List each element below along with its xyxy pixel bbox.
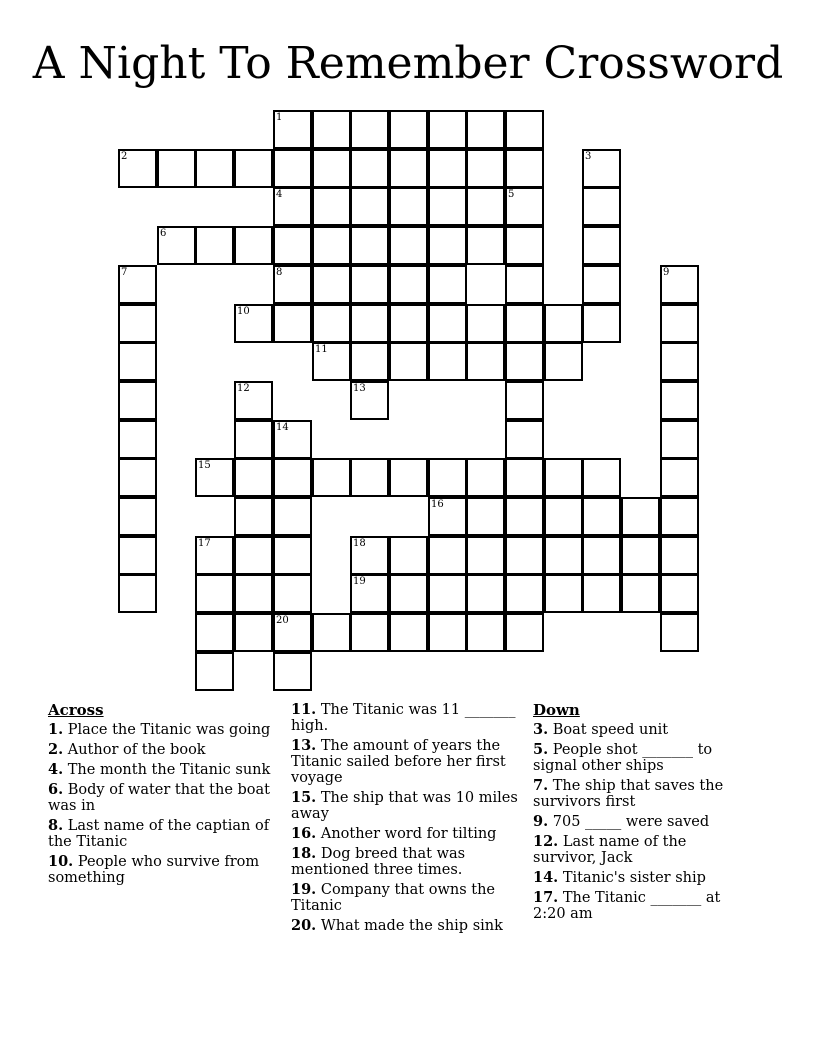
clue-item <box>533 890 748 922</box>
grid-cell[interactable] <box>195 652 234 691</box>
grid-cell[interactable] <box>350 149 389 188</box>
clue-number-label: 10. <box>48 853 74 870</box>
grid-cell[interactable] <box>195 613 234 652</box>
clue-number-label: 17. <box>533 889 559 906</box>
grid-cell[interactable] <box>505 110 544 149</box>
clue-item <box>291 790 519 822</box>
clue-number: 10 <box>237 306 250 317</box>
clue-item <box>48 854 273 886</box>
grid-cell[interactable] <box>505 226 544 265</box>
grid-cell[interactable] <box>234 226 273 265</box>
clue-number-label: 16. <box>291 825 317 842</box>
grid-cell[interactable] <box>273 613 312 652</box>
grid-cell[interactable] <box>273 187 312 226</box>
clue-item <box>48 818 273 850</box>
grid-cell[interactable] <box>544 458 583 497</box>
grid-cell[interactable] <box>505 304 544 343</box>
grid-cell[interactable] <box>118 536 157 575</box>
grid-cell[interactable] <box>466 536 505 575</box>
clue-number-label: 11. <box>291 701 317 718</box>
grid-cell[interactable] <box>350 536 389 575</box>
grid-cell[interactable] <box>157 226 196 265</box>
grid-cell[interactable] <box>582 458 621 497</box>
grid-cell[interactable] <box>234 149 273 188</box>
grid-cell[interactable] <box>389 265 428 304</box>
clue-text: The Titanic _______ at 2:20 am <box>533 890 721 922</box>
grid-cell[interactable] <box>273 497 312 536</box>
grid-cell[interactable] <box>273 420 312 459</box>
grid-cell[interactable] <box>428 574 467 613</box>
grid-cell[interactable] <box>466 304 505 343</box>
clue-number: 15 <box>198 460 211 471</box>
grid-cell[interactable] <box>118 381 157 420</box>
grid-cell[interactable] <box>505 342 544 381</box>
grid-cell[interactable] <box>389 458 428 497</box>
clue-item <box>291 826 519 842</box>
grid-cell[interactable] <box>273 265 312 304</box>
clue-text: The amount of years the Titanic sailed before her first voyage <box>291 738 506 786</box>
grid-cell[interactable] <box>505 458 544 497</box>
clue-number: 3 <box>585 151 592 162</box>
grid-cell[interactable] <box>273 574 312 613</box>
clue-item <box>48 742 273 758</box>
clue-number-label: 14. <box>533 869 559 886</box>
clue-number-label: 2. <box>48 741 64 758</box>
clue-text: 705 _____ were saved <box>552 814 710 830</box>
clue-text: The Titanic was 11 _______ high. <box>291 702 516 734</box>
clue-number: 16 <box>431 499 444 510</box>
grid-cell[interactable] <box>582 149 621 188</box>
grid-cell[interactable] <box>582 187 621 226</box>
clue-number: 19 <box>353 576 366 587</box>
grid-cell[interactable] <box>621 536 660 575</box>
grid-cell[interactable] <box>350 187 389 226</box>
clue-number-label: 9. <box>533 813 549 830</box>
grid-cell[interactable] <box>505 536 544 575</box>
grid-cell[interactable] <box>660 536 699 575</box>
grid-cell[interactable] <box>466 613 505 652</box>
grid-cell[interactable] <box>660 342 699 381</box>
clue-text: Last name of the captian of the Titanic <box>48 818 270 850</box>
grid-cell[interactable] <box>118 420 157 459</box>
grid-cell[interactable] <box>660 381 699 420</box>
grid-cell[interactable] <box>312 149 351 188</box>
grid-cell[interactable] <box>273 652 312 691</box>
clue-number: 13 <box>353 383 366 394</box>
grid-cell[interactable] <box>544 536 583 575</box>
clue-number: 5 <box>508 189 515 200</box>
grid-cell[interactable] <box>350 226 389 265</box>
grid-cell[interactable] <box>505 420 544 459</box>
grid-cell[interactable] <box>234 613 273 652</box>
clue-item <box>48 762 273 778</box>
clue-number-label: 19. <box>291 881 317 898</box>
clue-text: People shot _______ to signal other ships <box>533 742 713 774</box>
grid-cell[interactable] <box>466 458 505 497</box>
clue-item <box>533 870 748 886</box>
grid-cell[interactable] <box>389 304 428 343</box>
grid-cell[interactable] <box>544 497 583 536</box>
grid-cell[interactable] <box>312 265 351 304</box>
grid-cell[interactable] <box>389 574 428 613</box>
grid-cell[interactable] <box>466 110 505 149</box>
clue-text: Dog breed that was mentioned three times. <box>291 846 466 878</box>
grid-cell[interactable] <box>389 342 428 381</box>
clue-text: The ship that was 10 miles away <box>291 790 518 822</box>
grid-cell[interactable] <box>195 458 234 497</box>
grid-cell[interactable] <box>505 574 544 613</box>
clue-number-label: 13. <box>291 737 317 754</box>
grid-cell[interactable] <box>273 304 312 343</box>
puzzle-title: A Night To Remember Crossword <box>32 38 784 89</box>
clue-item <box>291 738 519 786</box>
grid-cell[interactable] <box>234 420 273 459</box>
clue-number-label: 18. <box>291 845 317 862</box>
grid-cell[interactable] <box>505 265 544 304</box>
grid-cell[interactable] <box>234 381 273 420</box>
grid-cell[interactable] <box>389 110 428 149</box>
grid-cell[interactable] <box>118 458 157 497</box>
grid-cell[interactable] <box>428 497 467 536</box>
grid-cell[interactable] <box>582 574 621 613</box>
clue-number: 17 <box>198 538 211 549</box>
grid-cell[interactable] <box>660 304 699 343</box>
clue-number: 2 <box>121 151 128 162</box>
grid-cell[interactable] <box>660 497 699 536</box>
grid-cell[interactable] <box>660 458 699 497</box>
grid-cell[interactable] <box>428 187 467 226</box>
grid-cell[interactable] <box>660 574 699 613</box>
across-clues-column-1 <box>48 702 273 890</box>
grid-cell[interactable] <box>273 149 312 188</box>
grid-cell[interactable] <box>118 342 157 381</box>
clue-text: Company that owns the Titanic <box>291 882 496 914</box>
clue-number-label: 3. <box>533 721 549 738</box>
grid-cell[interactable] <box>234 497 273 536</box>
down-header: Down <box>533 701 580 719</box>
grid-cell[interactable] <box>428 265 467 304</box>
grid-cell[interactable] <box>389 187 428 226</box>
grid-cell[interactable] <box>273 458 312 497</box>
grid-cell[interactable] <box>505 149 544 188</box>
grid-cell[interactable] <box>428 458 467 497</box>
clue-number-label: 1. <box>48 721 64 738</box>
grid-cell[interactable] <box>118 265 157 304</box>
grid-cell[interactable] <box>118 574 157 613</box>
clue-number: 14 <box>276 422 289 433</box>
grid-cell[interactable] <box>350 574 389 613</box>
grid-cell[interactable] <box>350 265 389 304</box>
grid-cell[interactable] <box>544 574 583 613</box>
grid-cell[interactable] <box>505 381 544 420</box>
grid-cell[interactable] <box>234 304 273 343</box>
grid-cell[interactable] <box>466 574 505 613</box>
grid-cell[interactable] <box>505 187 544 226</box>
clue-item <box>533 814 748 830</box>
grid-cell[interactable] <box>118 497 157 536</box>
grid-cell[interactable] <box>428 304 467 343</box>
grid-cell[interactable] <box>273 110 312 149</box>
clue-number: 9 <box>663 267 670 278</box>
grid-cell[interactable] <box>428 226 467 265</box>
clue-number: 11 <box>315 344 328 355</box>
clue-text: The ship that saves the survivors first <box>533 778 724 810</box>
grid-cell[interactable] <box>466 497 505 536</box>
grid-cell[interactable] <box>466 187 505 226</box>
grid-cell[interactable] <box>273 226 312 265</box>
clue-number: 12 <box>237 383 250 394</box>
grid-cell[interactable] <box>118 149 157 188</box>
grid-cell[interactable] <box>428 613 467 652</box>
grid-cell[interactable] <box>466 149 505 188</box>
clue-number-label: 15. <box>291 789 317 806</box>
grid-cell[interactable] <box>312 187 351 226</box>
grid-cell[interactable] <box>195 536 234 575</box>
across-header: Across <box>48 701 104 719</box>
clue-item <box>533 778 748 810</box>
clue-item <box>533 834 748 866</box>
grid-cell[interactable] <box>660 265 699 304</box>
grid-cell[interactable] <box>350 613 389 652</box>
clue-number-label: 4. <box>48 761 64 778</box>
grid-cell[interactable] <box>505 497 544 536</box>
clue-number: 7 <box>121 267 128 278</box>
grid-cell[interactable] <box>350 342 389 381</box>
clue-item <box>291 702 519 734</box>
clue-text: Place the Titanic was going <box>67 722 271 738</box>
clue-text: People who survive from something <box>48 854 260 886</box>
grid-cell[interactable] <box>466 342 505 381</box>
grid-cell[interactable] <box>582 226 621 265</box>
grid-cell[interactable] <box>582 497 621 536</box>
clue-number-label: 8. <box>48 817 64 834</box>
grid-cell[interactable] <box>428 110 467 149</box>
clue-item <box>291 918 519 934</box>
grid-cell[interactable] <box>312 613 351 652</box>
clue-item <box>533 722 748 738</box>
clue-number-label: 12. <box>533 833 559 850</box>
clue-item <box>48 782 273 814</box>
grid-cell[interactable] <box>544 304 583 343</box>
grid-cell[interactable] <box>234 536 273 575</box>
grid-cell[interactable] <box>544 342 583 381</box>
grid-cell[interactable] <box>312 342 351 381</box>
clue-item <box>48 722 273 738</box>
grid-cell[interactable] <box>582 265 621 304</box>
clue-text: Another word for tilting <box>320 826 497 842</box>
grid-cell[interactable] <box>312 226 351 265</box>
clue-number: 1 <box>276 112 283 123</box>
grid-cell[interactable] <box>350 381 389 420</box>
grid-cell[interactable] <box>273 536 312 575</box>
grid-cell[interactable] <box>195 226 234 265</box>
grid-cell[interactable] <box>582 536 621 575</box>
grid-cell[interactable] <box>312 458 351 497</box>
grid-cell[interactable] <box>350 458 389 497</box>
across-clues-column-2 <box>291 702 519 938</box>
clue-text: Boat speed unit <box>552 722 669 738</box>
grid-cell[interactable] <box>660 613 699 652</box>
clue-item <box>533 742 748 774</box>
clue-number-label: 6. <box>48 781 64 798</box>
clue-text: The month the Titanic sunk <box>67 762 271 778</box>
grid-cell[interactable] <box>312 304 351 343</box>
grid-cell[interactable] <box>428 342 467 381</box>
grid-cell[interactable] <box>466 226 505 265</box>
grid-cell[interactable] <box>118 304 157 343</box>
grid-cell[interactable] <box>428 149 467 188</box>
clue-number-label: 7. <box>533 777 549 794</box>
grid-cell[interactable] <box>234 574 273 613</box>
grid-cell[interactable] <box>350 110 389 149</box>
grid-cell[interactable] <box>621 574 660 613</box>
clue-text: What made the ship sink <box>320 918 503 934</box>
grid-cell[interactable] <box>195 574 234 613</box>
grid-cell[interactable] <box>350 304 389 343</box>
clue-item <box>291 882 519 914</box>
grid-cell[interactable] <box>157 149 196 188</box>
clue-number-label: 5. <box>533 741 549 758</box>
grid-cell[interactable] <box>312 110 351 149</box>
down-clues-column <box>533 702 748 926</box>
clue-number: 6 <box>160 228 167 239</box>
clue-number: 4 <box>276 189 283 200</box>
grid-cell[interactable] <box>195 149 234 188</box>
grid-cell[interactable] <box>621 497 660 536</box>
grid-cell[interactable] <box>428 536 467 575</box>
grid-cell[interactable] <box>389 613 428 652</box>
grid-cell[interactable] <box>505 613 544 652</box>
grid-cell[interactable] <box>234 458 273 497</box>
grid-cell[interactable] <box>389 149 428 188</box>
grid-cell[interactable] <box>389 226 428 265</box>
clue-number: 20 <box>276 615 289 626</box>
clue-text: Last name of the survivor, Jack <box>533 834 687 866</box>
clue-number-label: 20. <box>291 917 317 934</box>
clue-text: Body of water that the boat was in <box>48 782 271 814</box>
grid-cell[interactable] <box>389 536 428 575</box>
grid-cell[interactable] <box>660 420 699 459</box>
clue-item <box>291 846 519 878</box>
grid-cell[interactable] <box>582 304 621 343</box>
clue-number: 8 <box>276 267 283 278</box>
clue-text: Titanic's sister ship <box>562 870 706 886</box>
clue-text: Author of the book <box>67 742 206 758</box>
clue-number: 18 <box>353 538 366 549</box>
